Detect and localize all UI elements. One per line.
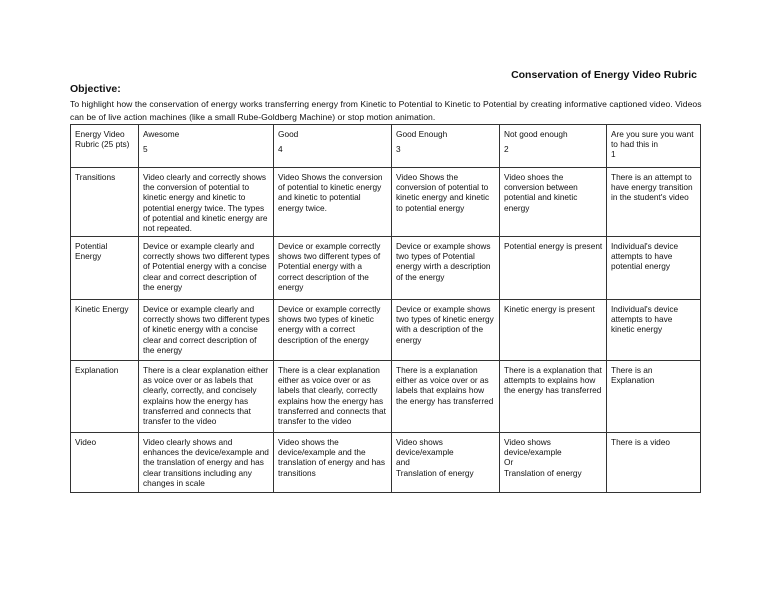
rubric-cell: There is a explanation that attempts to explains how the energy has transferred	[500, 361, 607, 433]
rubric-corner-cell: Energy Video Rubric (25 pts)	[71, 125, 139, 168]
rubric-cell: Device or example correctly shows two types of kinetic energy with a correct description of the energy	[274, 300, 392, 361]
rubric-cell: There is a video	[607, 433, 701, 493]
level-points: 4	[278, 144, 283, 155]
rubric-row-potential-energy	[71, 237, 701, 300]
criterion-label: Kinetic Energy	[71, 300, 139, 361]
rubric-cell: Device or example shows two types of kinetic energy with a description of the energy	[392, 300, 500, 361]
rubric-row-kinetic-energy	[71, 300, 701, 361]
rubric-cell: Video Shows the conversion of potential to kinetic energy and kinetic to potential energy	[392, 168, 500, 237]
rubric-cell: Individual's device attempts to have kinetic energy	[607, 300, 701, 361]
rubric-cell: Kinetic energy is present	[500, 300, 607, 361]
rubric-cell: Video shoes the conversion between potential and kinetic energy	[500, 168, 607, 237]
rubric-cell: There is a explanation either as voice over or as labels that explains how the energy has transferred	[392, 361, 500, 433]
objective-text: To highlight how the conservation of energy works transferring energy from Kinetic to Potential to Kinetic to Potential by creating informative captioned video. Videos can be of live action machines (like a small Rube-Goldberg Machine) or stop motion animation.	[70, 99, 702, 122]
level-name: Good Enough	[396, 129, 448, 139]
rubric-cell: Device or example clearly and correctly shows two different types of kinetic energy with a concise clear and correct description of the energy	[139, 300, 274, 361]
criterion-label: Video	[71, 433, 139, 493]
level-name: Not good enough	[504, 129, 568, 139]
rubric-cell: Video Shows the conversion of potential to kinetic energy and kinetic to potential energy twice.	[274, 168, 392, 237]
rubric-cell: Device or example clearly and correctly shows two different types of Potential energy with a concise clear and correct description of the energy	[139, 237, 274, 300]
rubric-cell: There is an attempt to have energy transition in the student's video	[607, 168, 701, 237]
criterion-label: Transitions	[71, 168, 139, 237]
rubric-cell: Video shows the device/example and the translation of energy and has transitions	[274, 433, 392, 493]
rubric-cell: Individual's device attempts to have potential energy	[607, 237, 701, 300]
level-header-awesome	[139, 125, 274, 168]
level-points: 5	[143, 144, 148, 155]
rubric-row-explanation	[71, 361, 701, 433]
level-name: Good	[278, 129, 299, 139]
objective-label: Objective:	[70, 83, 121, 95]
rubric-cell: There is an Explanation	[607, 361, 701, 433]
rubric-cell: Device or example correctly shows two different types of Potential energy with a correct description of the energy	[274, 237, 392, 300]
level-points: 2	[504, 144, 509, 155]
rubric-row-video	[71, 433, 701, 493]
rubric-cell: Device or example shows two types of Potential energy wirth a description of the energy	[392, 237, 500, 300]
criterion-label: Potential Energy	[71, 237, 139, 300]
level-points: 1	[611, 149, 616, 160]
rubric-cell: There is a clear explanation either as voice over or as labels that clearly, correctly, and concisely explains how the energy has transferred and connects that transfer to the video	[139, 361, 274, 433]
rubric-cell: Video shows device/example and Translation of energy	[392, 433, 500, 493]
rubric-table	[70, 124, 701, 493]
level-name: Awesome	[143, 129, 180, 139]
rubric-cell: Video clearly and correctly shows the conversion of potential to kinetic energy and kinetic to potential energy twice. The types of potential and kinetic energy are not repeated.	[139, 168, 274, 237]
level-points: 3	[396, 144, 401, 155]
rubric-cell: Potential energy is present	[500, 237, 607, 300]
criterion-label: Explanation	[71, 361, 139, 433]
rubric-cell: Video shows device/example Or Translation of energy	[500, 433, 607, 493]
level-header-good-enough	[392, 125, 500, 168]
rubric-row-transitions	[71, 168, 701, 237]
level-header-good	[274, 125, 392, 168]
level-header-not-good-enough	[500, 125, 607, 168]
rubric-cell: There is a clear explanation either as voice over or as labels that clearly, correctly explains how the energy has transferred and connects that transfer to the video	[274, 361, 392, 433]
document-title: Conservation of Energy Video Rubric	[511, 69, 697, 81]
level-name: Are you sure you want to had this in	[611, 129, 694, 150]
rubric-header-row	[71, 125, 701, 168]
rubric-cell: Video clearly shows and enhances the device/example and the translation of energy and has clear transitions including any changes in scale	[139, 433, 274, 493]
level-header-are-you-sure	[607, 125, 701, 168]
